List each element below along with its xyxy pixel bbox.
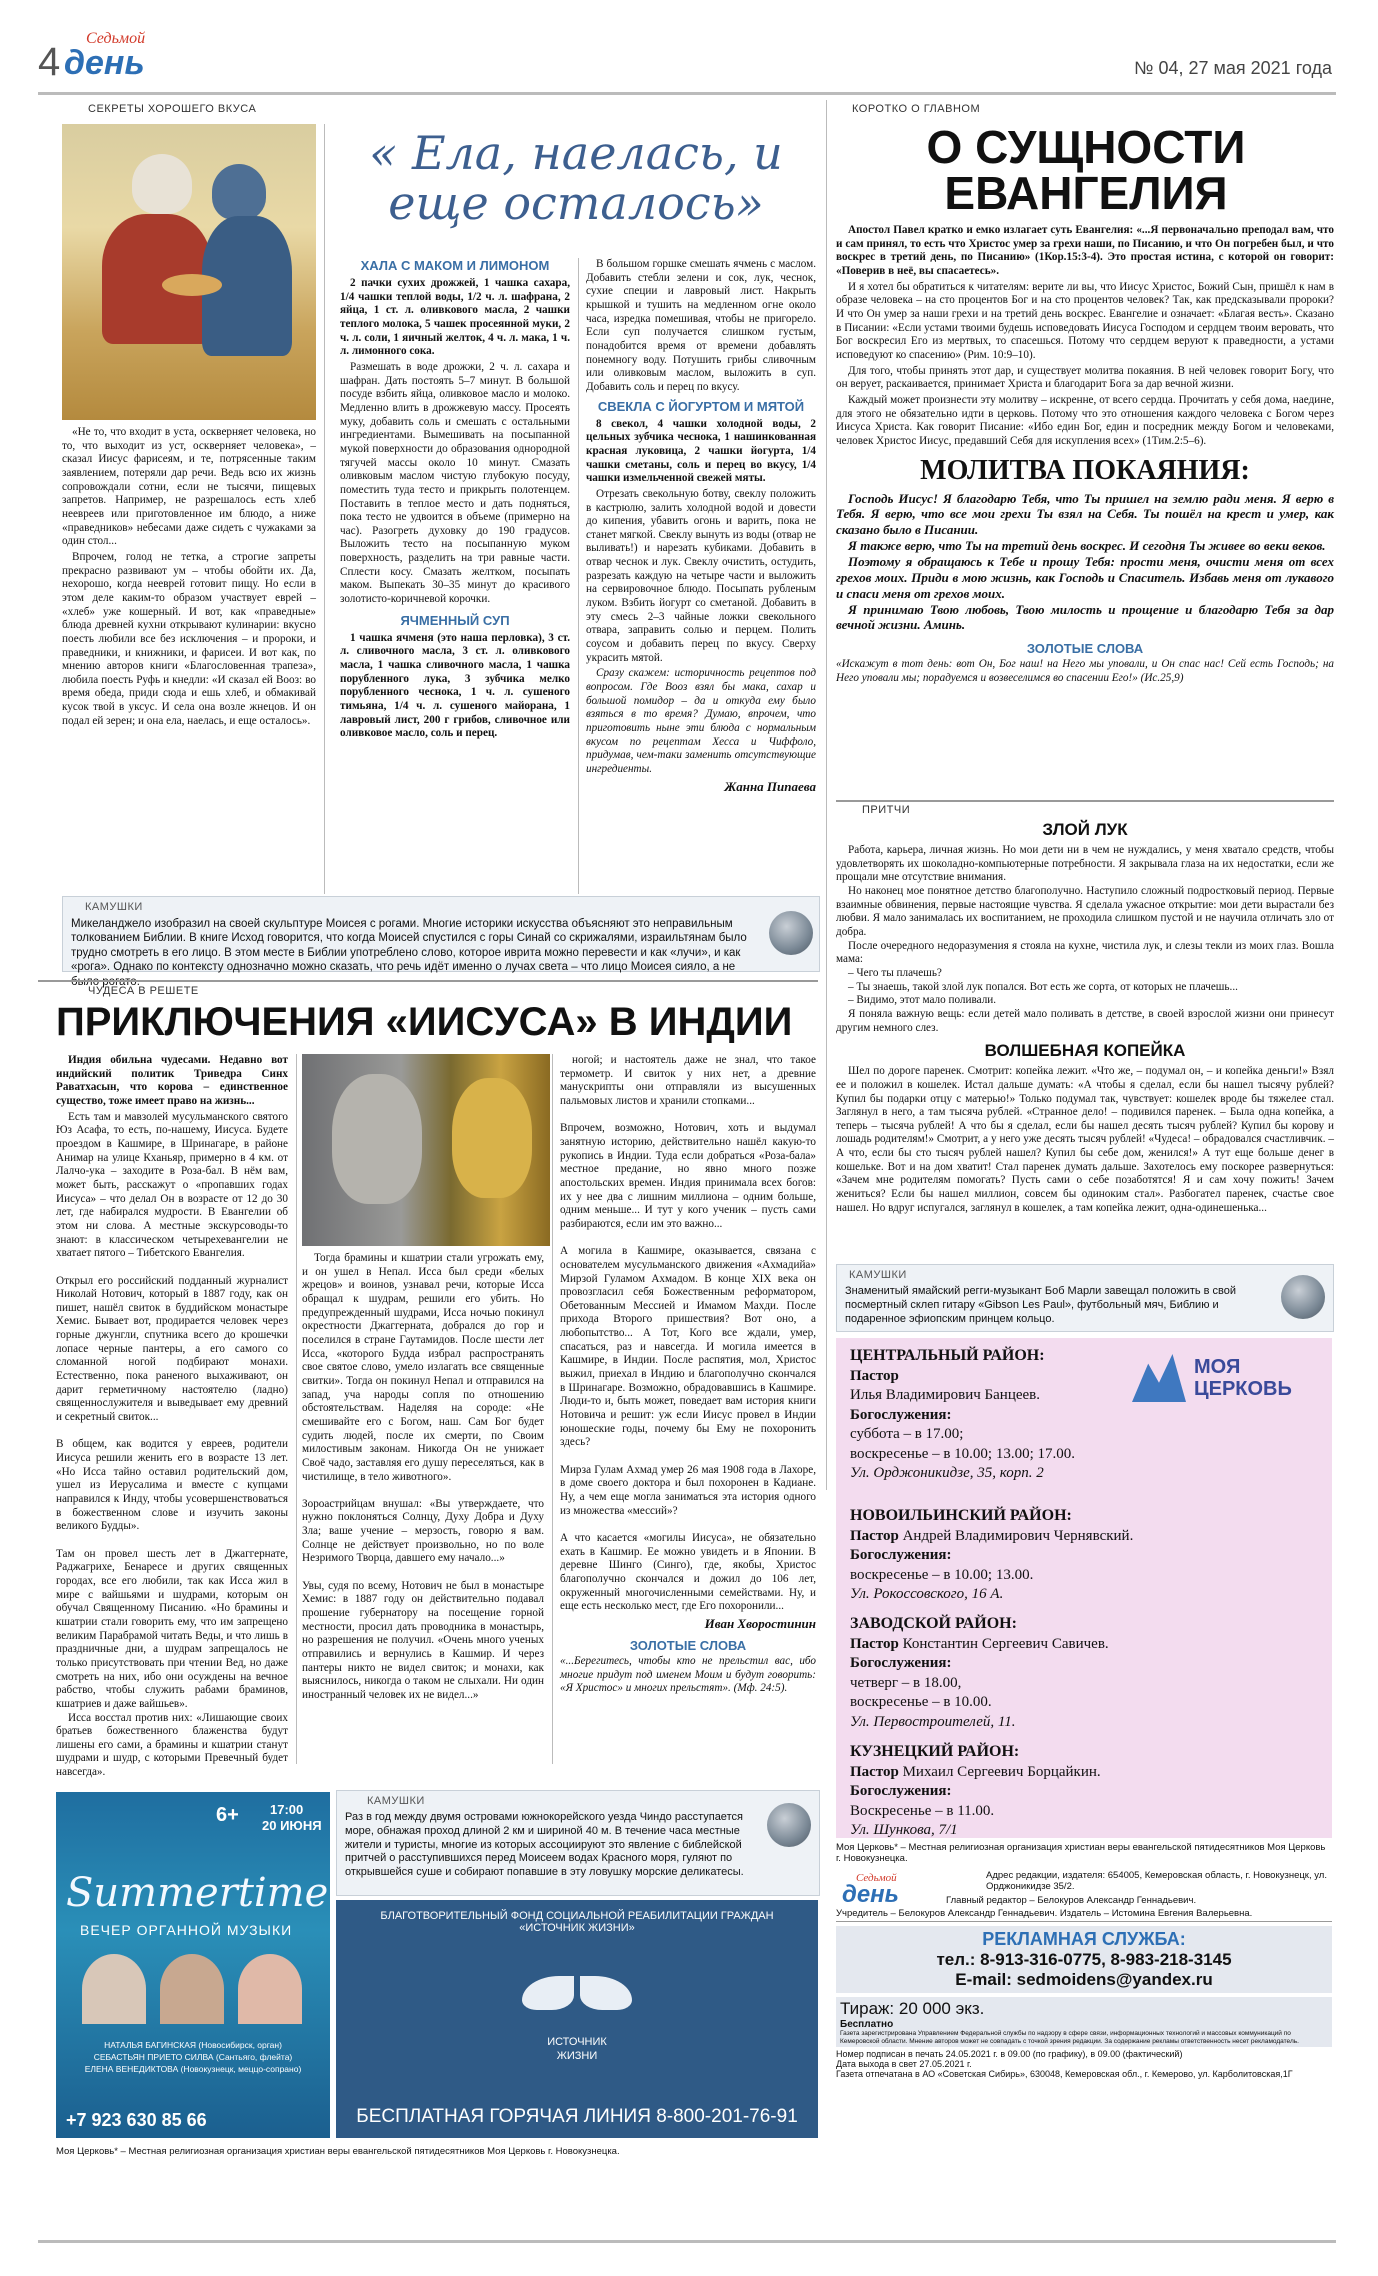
performer-3: ЕЛЕНА ВЕНЕДИКТОВА (Новокузнецк, меццо-сопрано): [84, 2064, 302, 2074]
service-time: Воскресенье – в 11.00.: [850, 1802, 995, 1819]
church-address: Ул. Рокоссовского, 16 А.: [850, 1586, 1004, 1603]
prayer-paragraph-1: Господь Иисус! Я благодарю Тебя, что Ты пришел на землю ради меня. Я верю в Тебя. Я верю, что все мои грехи Ты взял на Себя. Ты пошёл на крест и умер, как сказано было в Писании.: [836, 490, 1334, 538]
jesus-buddha-image: [302, 1054, 550, 1246]
concert-title: Summertime: [66, 1870, 329, 1916]
india-rule: [38, 980, 818, 982]
beet-ingredients: 8 свекол, 4 чашки холодной воды, 2 цельных зубчика чеснока, 1 нашинкованная красная луковица, 2 чашки йогурта, 1/4 чашки сметаны, соль и перец во вкусу, 1/4 чашки измельченной свежей мяты.: [586, 417, 816, 485]
recipe-photo: [62, 124, 316, 420]
pastor-name: Андрей Владимирович Чернявский.: [902, 1527, 1134, 1544]
soup-method: В большом горшке смешать ячмень с маслом. Добавить стебли зелени и сок, лук, чеснок, сухие специи и лавровый лист. Накрыть крышкой и тушить на медленном огне около часа, изредка помешивая, чтобы не пригорело. Если суп получается слишком густым, понадобится время от времени добавлять понемногу воду. Потушить грибы сливочным или оливковым маслом, выложить в суп. Добавить соль и перец по вкусу.: [586, 258, 816, 393]
imprint: [836, 1870, 1332, 2079]
services-label: Богослужения:: [850, 1655, 952, 1672]
signed-date: Номер подписан в печать 24.05.2021 г. в 09.00 (по графику), в 09.00 (фактический): [836, 2049, 1183, 2060]
concert-time: 17:00: [270, 1802, 304, 1817]
printer-info: Газета отпечатана в АО «Советская Сибирь», 630048, Кемеровская обл., г. Кемерово, ул. Карболитовская,1Г: [836, 2069, 1293, 2080]
kamushki-text-1: Микеланджело изобразил на своей скульптуре Моисея с рогами. Многие историки искусства объясняют это неправильным толкованием Библии. В книге Исход говорится, что когда Моисей спустился с горы Синай со скрижалями, израильтянам было трудно смотреть в его лицо. В этом месте в Библии употреблено слово, которое иврита можно перевести и как «лучи», и как «рога». Однако по контексту однозначно можно сказать, что речь идёт именно о лучах света – что лицо Моисея сияло, а не было рогато.: [71, 918, 747, 988]
imprint-logo: [842, 1872, 952, 1912]
recipe-col-3: [586, 258, 816, 795]
imprint-founder: Учредитель – Белокуров Александр Геннадьевич. Издатель – Истомина Евгения Валерьевна.: [836, 1908, 1332, 1922]
india-lead: Индия обильна чудесами. Недавно вот индийский политик Триведра Синх Раватхасын, что корова – единственное существо, тоже имеет право на жизнь...: [56, 1054, 288, 1107]
performer-photos: [76, 1950, 310, 2030]
imprint-logo-top: Седьмой: [856, 1872, 897, 1884]
service-time: воскресенье – в 10.00.: [850, 1694, 992, 1711]
pastor-name: Константин Сергеевич Савичев.: [902, 1635, 1109, 1652]
pastor-name: Михаил Сергеевич Борцайкин.: [902, 1763, 1101, 1780]
recipe-col-2: [340, 258, 570, 741]
india-divider-2: [552, 1054, 553, 1764]
church-address: Ул. Орджоникидзе, 35, корп. 2: [850, 1465, 1044, 1482]
pebble-icon: [767, 1803, 811, 1847]
india-col-2: [302, 1252, 544, 1703]
parable-1-dialog-2: – Ты знаешь, такой злой лук попался. Вот есть же сорта, от которых не плачешь...: [848, 980, 1238, 993]
india-divider-1: [296, 1054, 297, 1764]
halva-title: ХАЛА С МАКОМ И ЛИМОНОМ: [360, 258, 550, 273]
district-name: ЦЕНТРАЛЬНЫЙ РАЙОН:: [850, 1347, 1045, 1364]
pebble-icon: [769, 911, 813, 955]
recipe-intro: [62, 426, 316, 728]
kamushki-box-1: [62, 896, 820, 988]
center-divider: [826, 100, 827, 1490]
india-author: Иван Хворостинин: [704, 1615, 816, 1631]
pastor-name: Илья Владимирович Банцеев.: [850, 1387, 1041, 1404]
performer-2: СЕБАСТЬЯН ПРИЕТО СИЛВА (Сантьяго, флейта): [93, 2052, 293, 2062]
ad-service-box: [836, 1926, 1332, 1993]
kamushki-text-3: Раз в год между двумя островами южнокорейского уезда Чиндо расступается море, обнажая проход длиной 2 км и шириной 40 м. В течение часа местные жители и туристы, многие из которых ассоциируют это явление с библейской притчей о расступившихся перед Моисеем водах Красного моря, гуляют по открывшейся суше и собирают попавшие в эту ловушку морские деликатесы.: [345, 1811, 744, 1878]
pebble-icon: [1281, 1275, 1325, 1319]
soup-ingredients: 1 чашка ячменя (это наша перловка), 3 ст. л. сливочного масла, 3 ст. л. оливкового масла, 1 чашка сливочного масла, 1 чашка порубленного лука, 3 зубчика мелко порубленного чеснока, 1 ч. л. сушеного тимьяна, 1/4 ч. л. сушеного майорана, 1 лавровый лист, 200 г грибов, сливочное или оливковое масло, соль и перец.: [340, 631, 570, 740]
district-central: [850, 1346, 1130, 1484]
parable-1-title: ЗЛОЙ ЛУК: [1042, 820, 1128, 839]
beet-title: СВЕКЛА С ЙОГУРТОМ И МЯТОЙ: [597, 398, 805, 414]
gospel-body: [836, 224, 1334, 686]
section-label-india: ЧУДЕСА В РЕШЕТЕ: [88, 985, 199, 997]
india-golden-title: ЗОЛОТЫЕ СЛОВА: [629, 1637, 747, 1653]
district-novoilinsky: [850, 1506, 1320, 1605]
page-number: 4: [38, 40, 61, 84]
ad-service-phone[interactable]: тел.: 8-913-316-0775, 8-983-218-3145: [936, 1949, 1232, 1969]
imprint-logo-main: день: [842, 1881, 899, 1908]
service-time: четверг – в 18.00,: [850, 1674, 962, 1691]
kamushki-box-2: [836, 1264, 1334, 1332]
beet-method: Отрезать свекольную ботву, свеклу положить в кастрюлю, залить холодной водой и довести до кипения, убавить огонь и варить, пока не станет мягкой. Свеклу вынуть из воды (отвар не выливать!) и нарезать кубиками. Добавить в отвар чеснок и лук. Свеклу очистить, остудить, разрезать каждую на четыре части и выложить на сервировочное блюдо. Посыпать рубленым луком. Взбить йогурт со сметаной. Добавить в эту смесь 2–3 чайные ложки свекольного отвара, заправить солью и перцем. Полить соусом и добавить перец по вкусу. Сверху украсить мятой.: [586, 487, 816, 664]
concert-phone[interactable]: +7 923 630 85 66: [66, 2110, 207, 2130]
price: Бесплатно: [840, 2018, 894, 2030]
gospel-paragraph-3: Каждый может произнести эту молитву – искренне, от всего сердца. Прочитать у себя дома, наедине, для этого не обязательно идти в церковь. Потому что это отношения каждого человека с Богом через Иисуса Христа. Как говорит Писание: «Ибо един Бог, един и посредник между Богом и человеками, человек Христос Иисус, предавший Себя для искупления всех» (1Тим.2:5–6).: [836, 393, 1334, 447]
gospel-paragraph-1: И я хотел бы обратиться к читателям: верите ли вы, что Иисус Христос, Божий Сын, пришёл к нам в образе человека – на сто процентов Бог и на сто процентов человек? Так, как предсказывали пророки? И что Он умер за наши грехи и на третий день воскрес. Евангелие и означает: «Благая весть». Сказано в Писании: «Если устами твоими будешь исповедовать Иисуса Господом и сердцем твоим веровать, что Бог воскресил Его из мертвых, то спасешься. Потому что сердцем веруют к праведности, а устами исповедуют ко спасению» (Рим. 10:9–10).: [836, 280, 1334, 361]
section-label-gospel: КОРОТКО О ГЛАВНОМ: [852, 103, 981, 115]
service-time: суббота – в 17.00;: [850, 1426, 964, 1443]
release-date: Дата выхода в свет 27.05.2021 г.: [836, 2059, 972, 2070]
imprint-editor: Главный редактор – Белокуров Александр Геннадьевич.: [946, 1894, 1197, 1906]
parable-2-title: ВОЛШЕБНАЯ КОПЕЙКА: [984, 1041, 1186, 1061]
wings-icon: [522, 1966, 632, 2026]
age-rating: 6+: [216, 1804, 239, 1826]
imprint-address: Адрес редакции, издателя: 654005, Кемеровская область, г. Новокузнецк, ул. Орджоникидзе 35/2.: [986, 1870, 1327, 1893]
kamushki-label-3: КАМУШКИ: [367, 1795, 425, 1807]
church-footnote: Моя Церковь* – Местная религиозная организация христиан веры евангельской пятидесятников Моя Церковь г. Новокузнецка.: [836, 1842, 1326, 1865]
parable-1-dialog-3: – Видимо, этот мало поливали.: [848, 994, 997, 1007]
india-col-1: [56, 1054, 288, 1780]
concert-date: 20 ИЮНЯ: [262, 1818, 322, 1833]
fine-print: Газета зарегистрирована Управлением Федеральной службы по надзору в сфере связи, информационных технологий и массовых коммуникаций по Кемеровской области. Мнение авторов может не совпадать с точкой зрения редакции. За содержание рекламы ответственность несет рекламодатель.: [840, 2029, 1299, 2045]
church-logo: [1132, 1350, 1322, 1406]
india-col-1-text: Есть там и мавзолей мусульманского святого Юз Асафа, то есть, по-нашему, Иисуса. Будете проездом в Кашмире, в Шринагаре, в районе Анимар на улице Кханьяр, примерно в 4 км. от Лалчо-ука – заходите в Роза-бал. В нём вам, может быть, расскажут о «пропавших годах Иисуса» – что делал Он в возрасте от 12 до 30 лет, где набирался мудрости. В Евангелии об этом ни слова. А местные экскурсоводы-то знают: в классическом четырехевангелии не хватает пятого – Тибетского Евангелия. Открыл его российский подданный журналист Николай Нотович, который в 1887 году, как он пишет, нашёл свиток в буддийском монастыре Хемис. Бывает вот, продирается человек через горные джунгли, спутника всего до крошечки лопасе черные пантеры, а его самого со сломанной ногой подбирают монахи. Естественно, пока раненого выхаживают, он дарит герметичному настоятелю (ладно) священнослужителя и выведывает ему древний и секретный свиток... В общем, как водится у евреев, родители Иисуса решили женить его в возрасте 13 лет. «Но Исса тайно оставил родительский дом, ушел из Иерусалима и вместе с купцами направился к Инду, чтобы усовершенствоваться в божественном слове и изучить законы великого Будды». Там он провел шесть лет в Джаггернате, Раджагрихе, Бенаресе и других священных городах, все его любили, так как Исса жил в мире с вайшьями и шудрами, которым он обучал Священному Писанию. «Но брамины и кшатрии стали говорить ему, что им запрещено великим Парабрамой читать Веды, и что лишь в праздничные дни, а шудрам запрещалось не только присутствовать при чтении Вед, но даже смотреть на них, ибо они осуждены на вечное рабство, чтобы служить рабами браминов, кшатриев и даже вайшьев».: [56, 1110, 288, 1710]
intro-paragraph: «Не то, что входит в уста, оскверняет человека, но то, что выходит из уст, оскверняет человека», – сказал Иисус фарисеям, и те, потрясенные таким заявлением, потеряли дар речи. Ведь всю их жизнь сопровождали сотни, если не тысячи, пищевых запретов. Например, не разрешалось есть хлеб неевреев или приготовленное им блюдо, а ниже «праведников» небесами даже сидеть с чужаками за один стол...: [62, 426, 316, 548]
gospel-title-2: ЕВАНГЕЛИЯ: [944, 167, 1228, 219]
fund-logo-1: ИСТОЧНИК: [547, 2036, 607, 2048]
performer-1: НАТАЛЬЯ БАГИНСКАЯ (Новосибирск, орган): [104, 2040, 282, 2050]
fund-title: БЛАГОТВОРИТЕЛЬНЫЙ ФОНД СОЦИАЛЬНОЙ РЕАБИЛИТАЦИИ ГРАЖДАН «ИСТОЧНИК ЖИЗНИ»: [380, 1910, 774, 1934]
district-kuznetsky: [850, 1742, 1320, 1841]
prayer-title: МОЛИТВА ПОКАЯНИЯ:: [920, 454, 1250, 486]
concert-ad[interactable]: [56, 1792, 330, 2138]
recipe-title: « Ела, наелась, и еще осталось»: [369, 126, 783, 230]
services-label: Богослужения:: [850, 1547, 952, 1564]
church-box: [836, 1338, 1332, 1838]
india-col-1-text-b: Исса восстал против них: «Лишающие своих братьев божественного блаженства будут лишены его сами, а брамины и кшатрии станут шудрами и шудр, с которыми Превечный будет навсегда».: [56, 1711, 288, 1779]
services-label: Богослужения:: [850, 1783, 952, 1800]
pastor-label: Пастор: [850, 1527, 899, 1544]
church-address: Ул. Шункова, 7/1: [850, 1822, 958, 1839]
soup-title: ЯЧМЕННЫЙ СУП: [400, 612, 510, 628]
kamushki-label-1: КАМУШКИ: [85, 901, 143, 913]
recipe-col-divider-2: [578, 258, 579, 894]
circulation-box: [836, 1997, 1332, 2048]
india-col-2-text: Тогда брамины и кшатрии стали угрожать ему, и он ушел в Непал. Исса был среди «белых жрецов» и воинов, узнавал речи, которые Исса обращал к шудрам, решили его убить. Но предупрежденный шудрами, Исса ночью покинул окрестности Джаггерната, добрался до гор и поселился в стране Гаутамидов. После шести лет Исса, «которого Будда избрал распространять свое святое слово, умело излагать все священные свитки». Тогда он покинул Непал и отправился на запад, уча народы сопля по отношению обстоятельствам. Наделяя на сороде: «Не смешивайте его с Богом, наш. Сам Бог будет судить людей, после их смерти, по Своим милостивым законам. Никогда Он не унижает Своё чадо, заставляя его душу переселяться, как в чистилище, в тело животного». Зороастрийцам внушал: «Вы утверждаете, что нужно поклоняться Солнцу, Духу Добра и Духу Зла; ваше учение – мерзость, говорю я вам. Солнце не действует произвольно, но по воле Незримого Творца, давшего ему начало...» Увы, судя по всему, Нотович не был в монастыре Хемис: в 1887 году он действительно подавал прошение губернатору на посещение горной местности, просил дать проводника в монастырь, но разрешения не получил. «Очень много ученых отправились и вернулись в Кашмир. И через пантеры никто не видел свиток; и монахи, как выяснилось, никогда о таком не слыхали. Ни один иностранный человек их не видел...»: [302, 1252, 544, 1701]
gospel-paragraph-2: Для того, чтобы принять этот дар, и существует молитва покаяния. В ней человек говорит Богу, что он верует, раскаивается, принимает Христа и благодарит Бога за дар вечной жизни.: [836, 364, 1334, 391]
recipe-col-divider: [324, 124, 325, 894]
issue-date: № 04, 27 мая 2021 года: [1134, 58, 1332, 78]
india-title: ПРИКЛЮЧЕНИЯ «ИИСУСА» В ИНДИИ: [56, 1000, 793, 1044]
kamushki-label-2: КАМУШКИ: [849, 1269, 907, 1281]
district-name: КУЗНЕЦКИЙ РАЙОН:: [850, 1743, 1020, 1760]
ad-service-title: РЕКЛАМНАЯ СЛУЖБА:: [982, 1928, 1186, 1949]
footer-rule: [38, 2240, 1336, 2243]
church-logo-word-1: МОЯ: [1194, 1356, 1241, 1378]
parable-1-p4: Я поняла важную вещь: если детей мало поливать в детстве, в своей взрослой жизни они принесут другим немного слез.: [836, 1007, 1334, 1034]
parable-2-text: Шел по дороге паренек. Смотрит: копейка лежит. «Что же, – подумал он, – и копейка деньги!» Взял ее и положил в кошелек. Истал дальше думать: «А чтобы я сделал, если бы нашел тысячу рублей? Купил бы подарки отцу с матерью!» Только подумал так, чувствует: кошелек вроде бы тяжелее стал. Заглянул в него, а там тысяча рублей. «Странное дело! – подивился паренек. – Была одна копейка, а теперь – тысяча рублей! А что бы я сделал, если бы нашел десять тысяч рублей? Купил бы корову и лошадь родителям!» Смотрит, а у него уже десять тысяч рублей! «Чудеса! – обрадовался счастливчик. – А что, если бы сто тысяч рублей нашел? Купил бы себе дом, женился!» А тут еще больше денег в кошельке. Вот и на дом хватит! Стал паренек думать дальше. Захотелось ему поскорее развернуться: «Зачем мне родителям помогать? Пусть сами о себе позаботятся! Я и сам хочу пожить! Зачем жениться? Если бы нашел миллион, совсем бы одиноким стал». Разбогател паренек, счастье свое нашел. Но вдруг испугался, заглянул в кошелек, а там копейка лежит, одна-одинешенька...: [836, 1065, 1334, 1214]
logo-main-text: день: [64, 44, 145, 82]
fund-ad[interactable]: [336, 1900, 818, 2138]
prayer-paragraph-3: Поэтому я обращаюсь к Тебе и прошу Тебя: прости меня, очисти меня от всех грехов моих. Приди в мою жизнь, как Господь и Спаситель. Избавь меня от лукавого и спаси меня от грехов моих.: [836, 553, 1334, 601]
golden-words-title: ЗОЛОТЫЕ СЛОВА: [1026, 641, 1144, 657]
india-col-3: [560, 1054, 816, 1696]
fund-hotline[interactable]: БЕСПЛАТНАЯ ГОРЯЧАЯ ЛИНИЯ 8-800-201-76-91: [356, 2106, 798, 2127]
parable-1-p3: После очередного недоразумения я стояла на кухне, чистила лук, и слезы текли из моих глаз. Вошла мама:: [836, 939, 1334, 966]
header-rule: [38, 92, 1336, 95]
gospel-lead: Апостол Павел кратко и емко излагает суть Евангелия: «...Я первоначально преподал вам, что и сам принял, то есть что Христос умер за грехи наши, по Писанию, и что Он погребен был, и что воскрес в третий день, по Писанию» (1Кор.15:3-4). Это простая истина, с которой он говорит: «Поверив в неё, вы спасаетесь».: [836, 224, 1334, 277]
logo-top-text: Седьмой: [86, 30, 146, 47]
pastor-label: Пастор: [850, 1367, 899, 1384]
kamushki-text-2: Знаменитый ямайский регги-музыкант Боб Марли завещал положить в свой посмертный склеп гитару «Gibson Les Paul», футбольный мяч, Библию и подаренное эфиопским принцем кольцо.: [845, 1285, 1237, 1325]
section-label-parables: ПРИТЧИ: [862, 804, 911, 816]
district-zavodskoy: [850, 1614, 1320, 1732]
golden-words-quote: «Искажут в тот день: вот Он, Бог наш! на Него мы уповали, и Он спас нас! Сей есть Господь; на Него уповали мы; порадуемся и возвеселимся во спасении Его!» (Ис.25,9): [836, 658, 1334, 684]
ad-service-email[interactable]: E-mail: sedmoidens@yandex.ru: [955, 1969, 1213, 1989]
gospel-title-1: О СУЩНОСТИ: [926, 121, 1246, 173]
church-address: Ул. Первостроителей, 11.: [850, 1713, 1016, 1730]
page-footer: Моя Церковь* – Местная религиозная организация христиан веры евангельской пятидесятников Моя Церковь г. Новокузнецка.: [56, 2146, 620, 2157]
district-name: ЗАВОДСКОЙ РАЙОН:: [850, 1615, 1017, 1632]
prayer-paragraph-4: Я принимаю Твою любовь, Твою милость и прощение и благодарю Тебя за дар вечной жизни. Аминь.: [836, 601, 1334, 633]
parables-rule: [836, 800, 1334, 802]
parable-1-p1: Работа, карьера, личная жизнь. Но мои дети ни в чем не нуждались, у меня хватало средств, чтобы удовлетворять их шоколадно-компьютерные потребности. Я закрывала глаза на их недостатки, если же прощали мне отсутствие внимания.: [836, 844, 1334, 884]
recipe-note: Сразу скажем: историчность рецептов под вопросом. Где Вооз взял бы мака, сахар и большой помидор – да и откуда ему было взяться в то время? Думаю, впрочем, что приготовить ныне эти блюда с нормальным вкусом по рецептам Хесса и Чиффоло, придумав, чем-таки заменить отсутствующие ингредиенты.: [586, 667, 816, 775]
intro-paragraph-2: Впрочем, голод не тетка, а строгие запреты прекрасно развивают ум – чтобы обойти их. Да, нехорошо, когда нееврей готовит пищу. Но если в этом деле каким-то образом участвует еврей – «хлеб» уже кошерный. И вот, как «праведные» блюда древней кухни открывают кулинарии: вкусно поесть любили все без исключения – и пророки, и праведники, и книжники, и фарисеи. И вот как, по мнению авторов книги «Благословенная трапеза», любила поесть Руфь и кнедли: «И сказал ей Вооз: во время обеда, приди сюда и ешь хлеб, и обмакивай кусок твой в уксус. И села она возле жнецов. И он подал ей зерен; и она ела, наелась, и еще осталось».: [62, 550, 316, 727]
kamushki-box-3: [336, 1790, 820, 1896]
services-label: Богослужения:: [850, 1406, 952, 1423]
service-time: воскресенье – в 10.00; 13.00.: [850, 1566, 1034, 1583]
parables-body: [836, 820, 1334, 1215]
parable-1-p2: Но наконец мое понятное детство благополучно. Наступило сложный подростковый период. Первые взаимные обвинения, первые настоящие чувства. Я сделала ужасное открытие: мои дети вырастали без любви. Я мало занималась их воспитанием, не проходила слишком пустой и не научила отличать зло от добра.: [836, 884, 1334, 938]
recipe-author: Жанна Пипаева: [724, 778, 816, 794]
fund-logo-2: ЖИЗНИ: [556, 2050, 598, 2062]
masthead-logo: [64, 30, 146, 82]
church-logo-word-2: ЦЕРКОВЬ: [1194, 1378, 1292, 1400]
circulation: Тираж: 20 000 экз.: [840, 1998, 985, 2018]
prayer-paragraph-2: Я также верю, что Ты на третий день воскрес. И сегодня Ты живее во веки веков.: [848, 538, 1326, 554]
concert-subtitle: ВЕЧЕР ОРГАННОЙ МУЗЫКИ: [80, 1922, 293, 1938]
india-col-3-text: ногой; и настоятель даже не знал, что такое термометр. И свиток у них нет, а древние манускрипты они отправляли из высушенных пальмовых листов и хранили стопками... Впрочем, возможно, Нотович, хоть и выдумал занятную историю, действительно нашёл какую-то рукопись в Индии. Туда если добраться «Роза-бала» местное предание, но явно много позже апостольских времен. Индия принимала всех богов: их у нее два с лишним миллиона – одним больше, одним меньше... И тут у кого ученик – пусть сами разбираются, если им это важно... А могила в Кашмире, оказывается, связана с основателем мусульманского движения «Ахмадийа» Мирзой Гуламом Ахмадом. В конце XIX века он провозгласил себя Божественным реформатором, Обетованным Мессией и Имамом Махди. После прихода Второго пришествия? Вот оно, а любопытство... А Тот, Кого все ждали, умер, спасаться, раз и навсегда. И могила имеется в Кашмире, в Индии. После распятия, мол, Христос выжил, приехал в Индию и благополучно скончался в Шринагаре. Возможно, обрадовавшись в Кашмире. Люди-то и, быть может, поведает вам история книги Нотовича и решит: уж если Иисус провел в Индии юношеские годы, почему бы Ему не похоронить здесь? Мирза Гулам Ахмад умер 26 мая 1908 года в Лахоре, в доме своего доктора и был похоронен в Кадиане. Ну, а чем еще могла заниматься эта история одного из множества «мессий»? А что касается «могилы Иисуса», не обязательно ехать в Кашмир. Ее можно увидеть и в Японии. В деревне Шинго (Синго), где, якобы, Христос благополучно скончался и дожил до 106 лет, окруженный многочисленными семействами. Ну, и еще есть несколько мест, где Его похоронили...: [560, 1054, 816, 1613]
india-golden-quote: «...Берегитесь, чтобы кто не прельстил вас, ибо многие придут под именем Моим и будут говорить: «Я Христос» и многих прельстят». (Мф. 24:5).: [560, 1654, 816, 1695]
section-label-recipes: СЕКРЕТЫ ХОРОШЕГО ВКУСА: [88, 103, 257, 115]
pastor-label: Пастор: [850, 1635, 899, 1652]
district-name: НОВОИЛЬИНСКИЙ РАЙОН:: [850, 1507, 1072, 1524]
halva-method: Размешать в воде дрожжи, 2 ч. л. сахара и шафран. Дать постоять 5–7 минут. В большой посуде взбить яйца, оливковое масло и молоко. Медленно влить в дрожжевую массу. Просеять муку, добавить соль и смешать с остальными ингредиентами. Вымешивать на посыпанной мукой поверхности до образования однородной тягучей массы около 10 минут. Смазать оливковым маслом чистую глубокую посуду, поместить туда тесто и прикрыть полотенцем. Поставить в теплое место и дать подняться, пока тесто не удвоится в объеме (примерно на час). Разогреть духовку до 190 градусов. Выложить тесто на посыпанную муком поверхность, разделить на три равные части. Сплести косу. Смазать желтком, посыпать маком. Выпекать 30–35 минут до красивого золотисто-коричневой корочки.: [340, 360, 570, 606]
church-logo-icon: [1132, 1354, 1186, 1402]
parable-1-dialog-1: – Чего ты плачешь?: [848, 966, 942, 979]
pastor-label: Пастор: [850, 1763, 899, 1780]
service-time: воскресенье – в 10.00; 13.00; 17.00.: [850, 1445, 1076, 1462]
halva-ingredients: 2 пачки сухих дрожжей, 1 чашка сахара, 1/4 чашки теплой воды, 1/2 ч. л. шафрана, 2 яйца, 1 ст. л. оливкового масла, 2 чашки теплого молока, 5 чашек просеянной муки, 2 ч. л. соли, 1 яичный желток, 4 ч. л. мака, 1 ч. л. лимонного сока.: [340, 277, 570, 358]
